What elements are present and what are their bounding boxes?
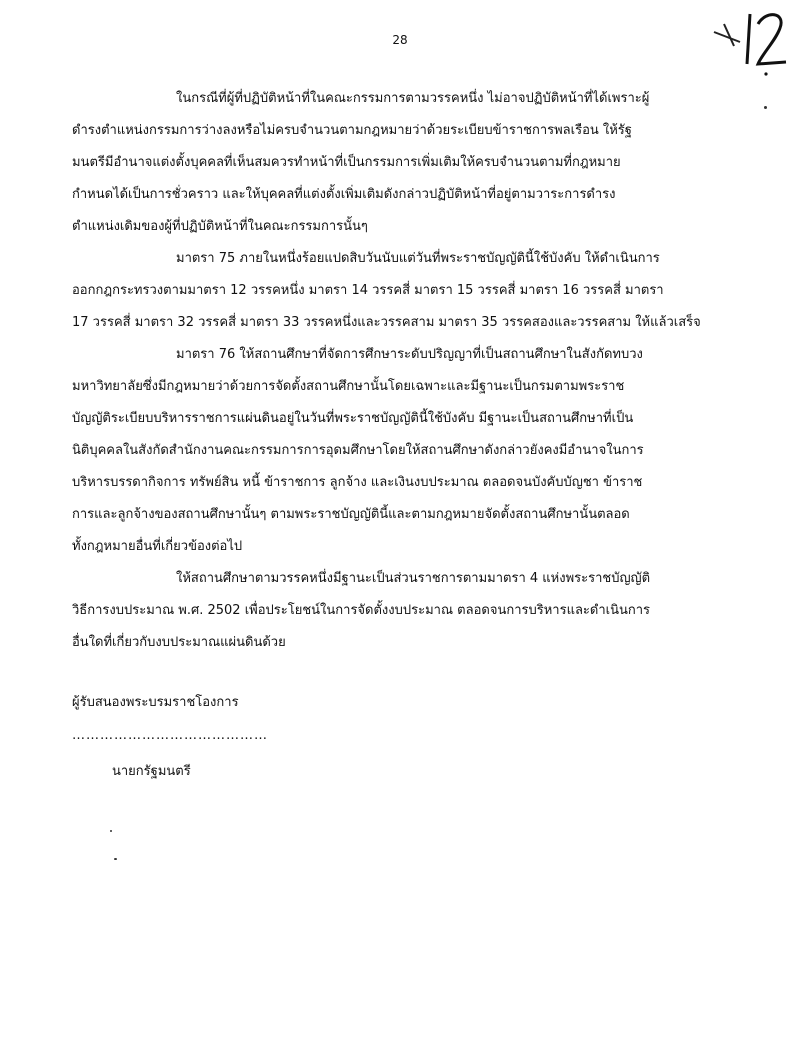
signatory-title: นายกรัฐมนตรี xyxy=(112,764,191,779)
paragraph-3-line-2: มหาวิทยาลัยซึ่งมีกฎหมายว่าด้วยการจัดตั้งสถานศึกษานั้นโดยเฉพาะและมีฐานะเป็นกรมตามพระราช xyxy=(72,379,625,394)
paragraph-2-line-1: มาตรา 75 ภายในหนึ่งร้อยแปดสิบวันนับแต่วันที่พระราชบัญญัตินี้ใช้บังคับ ให้ดำเนินการ xyxy=(176,251,660,266)
paragraph-4-line-1: ให้สถานศึกษาตามวรรคหนึ่งมีฐานะเป็นส่วนราชการตามมาตรา 4 แห่งพระราชบัญญัติ xyxy=(176,571,651,586)
paragraph-1-line-1: ในกรณีที่ผู้ที่ปฏิบัติหน้าที่ในคณะกรรมการตามวรรคหนึ่ง ไม่อาจปฏิบัติหน้าที่ได้เพราะผู้ xyxy=(176,91,650,106)
paragraph-3-line-3: บัญญัติระเบียบบริหารราชการแผ่นดินอยู่ในวันที่พระราชบัญญัตินี้ใช้บังคับ มีฐานะเป็นสถานศึกษาที่เป็น xyxy=(72,411,634,426)
paragraph-2-line-2: ออกกฎกระทรวงตามมาตรา 12 วรรคหนึ่ง มาตรา 14 วรรคสี่ มาตรา 15 วรรคสี่ มาตรา 16 วรรคสี่ มาตรา xyxy=(72,283,664,298)
paragraph-1-line-2: ดำรงตำแหน่งกรรมการว่างลงหรือไม่ครบจำนวนตามกฎหมายว่าด้วยระเบียบข้าราชการพลเรือน ให้รัฐ xyxy=(72,123,632,138)
paragraph-3-line-1: มาตรา 76 ให้สถานศึกษาที่จัดการศึกษาระดับปริญญาที่เป็นสถานศึกษาในสังกัดทบวง xyxy=(176,347,643,362)
paragraph-3-line-6: การและลูกจ้างของสถานศึกษานั้นๆ ตามพระราชบัญญัตินี้และตามกฎหมายจัดตั้งสถานศึกษานั้นตลอด xyxy=(72,507,630,522)
scan-speck xyxy=(114,858,117,860)
paragraph-1-line-4: กำหนดได้เป็นการชั่วคราว และให้บุคคลที่แต่งตั้งเพิ่มเติมดังกล่าวปฏิบัติหน้าที่อยู่ตามวาระการดำรง xyxy=(72,187,616,202)
paragraph-3-line-4: นิติบุคคลในสังกัดสำนักงานคณะกรรมการการอุดมศึกษาโดยให้สถานศึกษาดังกล่าวยังคงมีอำนาจในการ xyxy=(72,443,644,458)
scan-speck xyxy=(110,830,112,832)
paragraph-3-line-5: บริหารบรรดากิจการ ทรัพย์สิน หนี้ ข้าราชการ ลูกจ้าง และเงินงบประมาณ ตลอดจนบังคับบัญชา ข้าราช xyxy=(72,475,643,490)
handwritten-page-mark xyxy=(700,8,790,78)
countersign-label: ผู้รับสนองพระบรมราชโองการ xyxy=(72,695,239,710)
paragraph-2-line-3: 17 วรรคสี่ มาตรา 32 วรรคสี่ มาตรา 33 วรรคหนึ่งและวรรคสาม มาตรา 35 วรรคสองและวรรคสาม ให้แล้วเสร็จ xyxy=(72,315,701,330)
scan-speck xyxy=(764,106,767,109)
paragraph-1-line-3: มนตรีมีอำนาจแต่งตั้งบุคคลที่เห็นสมควรทำหน้าที่เป็นกรรมการเพิ่มเติมให้ครบจำนวนตามที่กฎหมาย xyxy=(72,155,621,170)
paragraph-4-line-2: วิธีการงบประมาณ พ.ศ. 2502 เพื่อประโยชน์ในการจัดตั้งงบประมาณ ตลอดจนการบริหารและดำเนินการ xyxy=(72,603,651,618)
paragraph-4-line-3: อื่นใดที่เกี่ยวกับงบประมาณแผ่นดินด้วย xyxy=(72,635,286,650)
page-number: 28 xyxy=(392,33,408,47)
paragraph-1-line-5: ตำแหน่งเดิมของผู้ที่ปฏิบัติหน้าที่ในคณะกรรมการนั้นๆ xyxy=(72,219,368,234)
signature-dotted-line: …………………………………… xyxy=(72,728,268,743)
paragraph-3-line-7: ทั้งกฎหมายอื่นที่เกี่ยวข้องต่อไป xyxy=(72,539,243,554)
